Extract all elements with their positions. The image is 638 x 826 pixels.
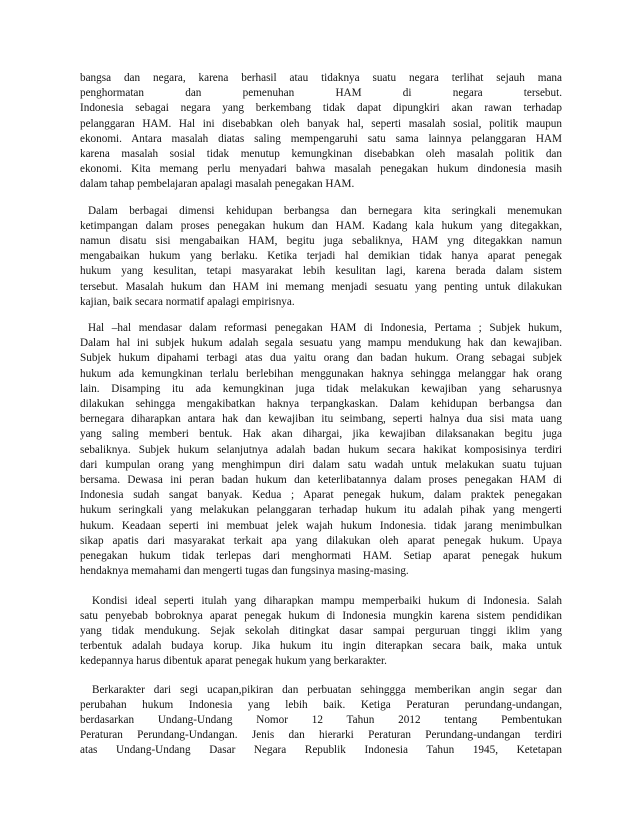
text-line: Berkarakter dari segi ucapan,pikiran dan perbuatan sehinggga memberikan angin segar dan bbox=[92, 683, 562, 696]
text-line: ketimpangan dalam proses penegakan hukum dan HAM. Kadang kala hukum yang ditegakkan, bbox=[80, 219, 562, 232]
text-line: kedepannya harus dibentuk aparat penegak hukum yang berkarakter. bbox=[80, 655, 387, 668]
text-line: namun disatu sisi mengabaikan HAM, begitu juga sebaliknya, HAM yng ditegakkan namun bbox=[80, 235, 562, 248]
text-line: satu penyebab bobroknya aparat penegak hukum di Indonesia mungkin karena sistem pendidikan bbox=[80, 609, 562, 622]
text-line: Subjek hukum dipahami terbagi atas dua yaitu orang dan badan hukum. Orang sebagai subjek bbox=[80, 352, 562, 365]
text-line: dalam tahap pembelajaran apalagi masalah penegakan HAM. bbox=[80, 178, 355, 191]
paragraph bbox=[80, 71, 562, 193]
text-line: Dalam berbagai dimensi kehidupan berbangsa dan bernegara kita seringkali menemukan bbox=[88, 204, 562, 217]
text-line: bernegara diharapkan antara hak dan kewajiban itu seimbang, seperti halnya dua sisi mata uang bbox=[80, 413, 562, 426]
text-line: lain. Disamping itu ada kemungkinan juga tidak melakukan kewajiban yang seharusnya bbox=[80, 382, 562, 395]
text-line: Indonesia sudah sangat banyak. Kedua ; Aparat penegak hukum, dalam praktek penegakan bbox=[80, 489, 562, 502]
text-line: penghormatan dan pemenuhan HAM di negara tersebut. bbox=[80, 87, 562, 100]
text-line: kajian, baik secara normatif apalagi empirisnya. bbox=[80, 295, 295, 308]
text-line: Indonesia sebagai negara yang berkembang tidak dapat dipungkiri akan rawan terhadap bbox=[80, 102, 562, 115]
text-line: bangsa dan negara, karena berhasil atau tidaknya suatu negara terlihat sejauh mana bbox=[80, 72, 562, 84]
text-line: perubahan hukum Indonesia yang lebih baik. Ketiga Peraturan perundang-undangan, bbox=[80, 698, 562, 711]
text-line: Dalam hal ini subjek hukum adalah segala sesuatu yang mampu mendukung hak dan kewajiban. bbox=[80, 337, 562, 350]
text-line: dari kumpulan orang yang menghimpun diri dalam satu wadah untuk melakukan suatu tujuan bbox=[80, 458, 562, 471]
text-line: Hal –hal mendasar dalam reformasi penegakan HAM di Indonesia, Pertama ; Subjek hukum, bbox=[88, 322, 562, 335]
text-line: yang saling memberi bentuk. Hak akan dihargai, jika kewajiban dilaksanakan begitu juga bbox=[80, 428, 562, 441]
text-line: sebaliknya. Subjek hukum selanjutnya adalah badan hukum secara hakikat komposisinya terdiri bbox=[80, 443, 562, 456]
text-line: tersebut. Masalah hukum dan HAM ini memang menjadi sesuatu yang penting untuk dilakukan bbox=[80, 280, 562, 293]
text-line: yang tidak mendukung. Sejak sekolah ditingkat dasar sampai perguruan tinggi iklim yang bbox=[80, 624, 562, 637]
text-line: penegakan hukum tidak terlepas dari menghormati HAM. Setiap aparat penegak hukum bbox=[80, 550, 562, 563]
text-line: bersama. Dewasa ini peran badan hukum dan keterlibatannya dalam proses penegakan HAM di bbox=[80, 474, 562, 487]
text-line: hukum yang kesulitan, tetapi masyarakat lebih kesulitan lagi, karena berada dalam sistem bbox=[80, 265, 562, 278]
text-line: pelanggaran HAM. Hal ini disebabkan oleh banyak hal, seperti masalah sosial, politik maupun bbox=[80, 117, 562, 130]
text-line: hendaknya memahami dan mengerti tugas dan fungsinya masing-masing. bbox=[80, 565, 409, 578]
paragraph bbox=[80, 683, 562, 759]
text-line: hukum ada kemungkinan terlalu berlebihan menggunakan haknya sehingga melanggar hak orang bbox=[80, 367, 562, 380]
text-line: atas Undang-Undang Dasar Negara Republik Indonesia Tahun 1945, Ketetapan bbox=[80, 744, 562, 757]
paragraph bbox=[80, 204, 562, 310]
document-body bbox=[80, 71, 562, 759]
text-line: dilakukan sehingga mengakibatkan haknya terpangkaskan. Dalam kehidupan berbangsa dan bbox=[80, 398, 562, 411]
text-line: Kondisi ideal seperti itulah yang diharapkan mampu memperbaiki hukum di Indonesia. Salah bbox=[92, 594, 562, 607]
text-line: sikap apatis dari masyarakat terkait apa yang dilakukan oleh aparat penegak hukum. Upaya bbox=[80, 534, 562, 547]
text-line: Peraturan Perundang-Undangan. Jenis dan hierarki Peraturan Perundang-undangan terdiri bbox=[80, 729, 562, 742]
text-line: hukum seringkali yang melakukan pelanggaran terhadap hukum itu adalah pihak yang mengerti bbox=[80, 504, 562, 517]
paragraph bbox=[80, 594, 562, 670]
text-line: hukum. Keadaan seperti ini membuat jelek wajah hukum Indonesia. tidak jarang menimbulkan bbox=[80, 519, 562, 532]
text-line: mengabaikan hukum yang berlaku. Ketika terjadi hal demikian tidak hanya aparat penegak bbox=[80, 250, 562, 263]
paragraph bbox=[80, 321, 562, 579]
text-line: terbentuk adalah budaya korup. Jika hukum itu ingin diterapkan secara baik, maka untuk bbox=[80, 640, 562, 653]
text-line: ekonomi. Antara masalah diatas saling mempengaruhi satu sama lainnya pelanggaran HAM bbox=[80, 132, 562, 145]
text-line: berdasarkan Undang-Undang Nomor 12 Tahun 2012 tentang Pembentukan bbox=[80, 713, 562, 726]
text-line: karena masalah sosial tidak menutup kemungkinan disebabkan oleh masalah politik dan bbox=[80, 148, 562, 161]
text-line: ekonomi. Kita memang perlu menyadari bahwa masalah penegakan hukum dindonesia masih bbox=[80, 163, 562, 176]
